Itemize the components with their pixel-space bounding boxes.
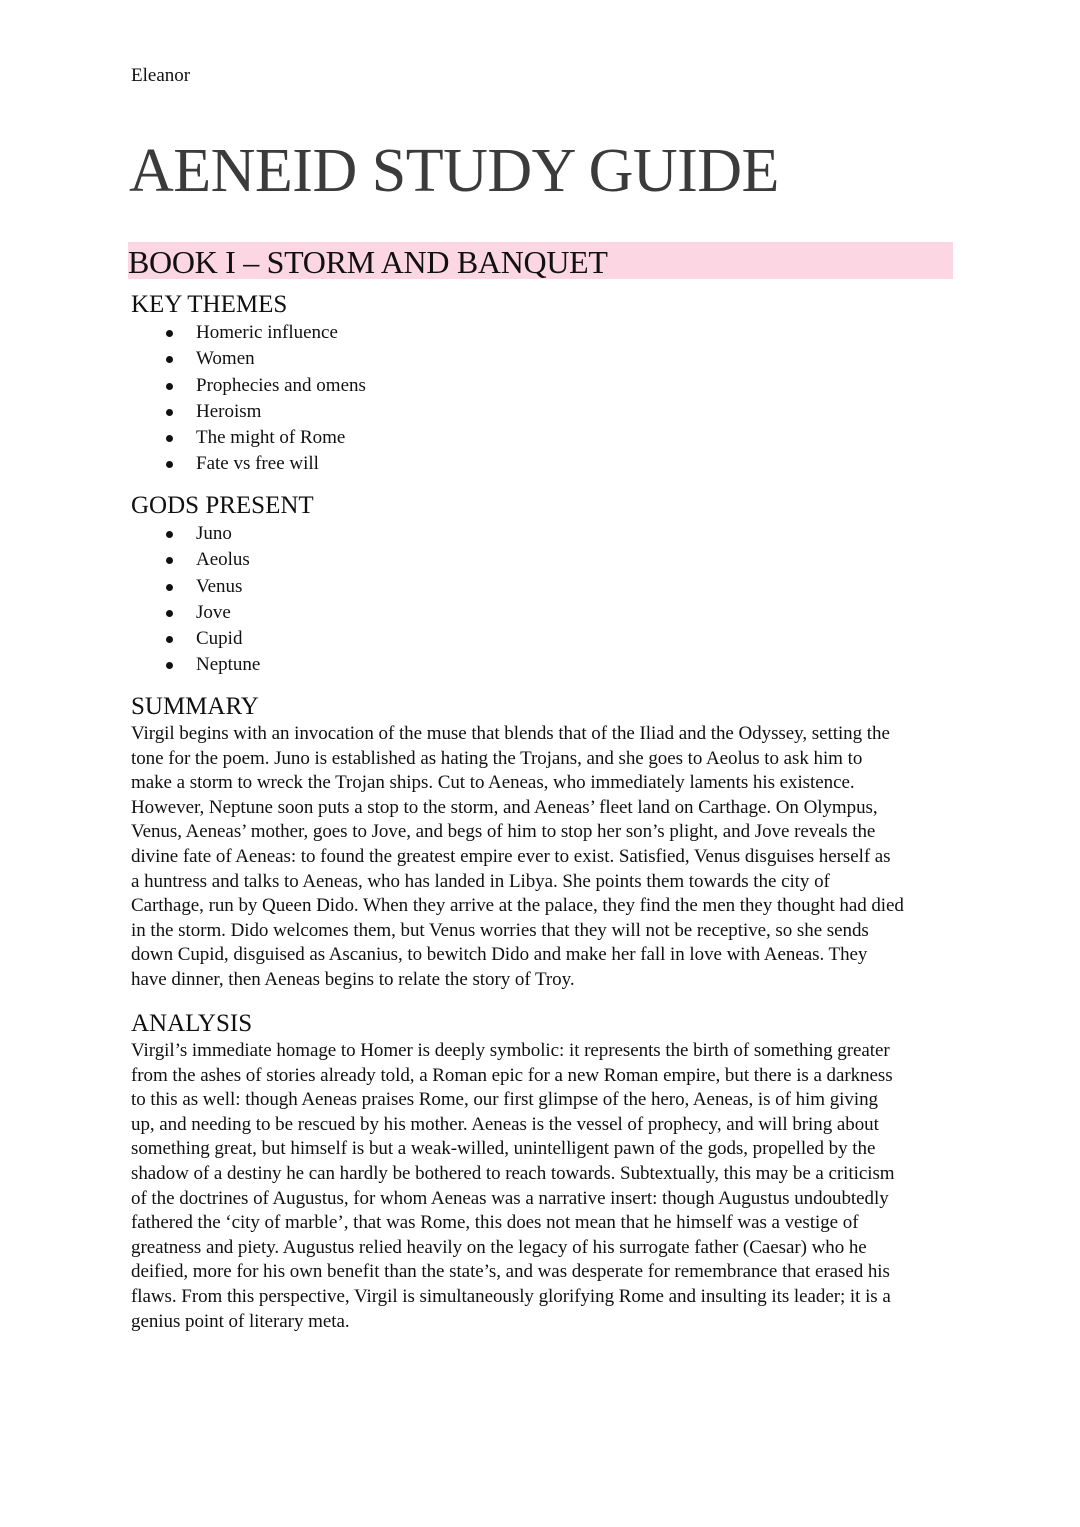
list-item bbox=[131, 320, 953, 346]
analysis-paragraph bbox=[131, 1039, 953, 1334]
bullet-icon bbox=[166, 461, 173, 468]
analysis-section bbox=[131, 1009, 953, 1334]
paragraph-line: tone for the poem. Juno is established as hating the Trojans, and she goes to Aeolus to ask him to bbox=[131, 747, 863, 769]
list-item-text: Neptune bbox=[196, 654, 261, 676]
list-item bbox=[131, 373, 953, 399]
paragraph-line: deified, more for his own benefit than the state’s, and was desperate for remembrance that erased his bbox=[131, 1261, 890, 1283]
paragraph-line: something great, but himself is but a weak-willed, unintelligent pawn of the gods, propelled by the bbox=[131, 1138, 876, 1160]
bullet-icon bbox=[166, 662, 173, 669]
list-item-text: Jove bbox=[196, 601, 231, 623]
list-item bbox=[131, 399, 953, 425]
paragraph-line: from the ashes of stories already told, a Roman epic for a new Roman empire, but there is a darkness bbox=[131, 1064, 893, 1086]
gods-present-list bbox=[131, 521, 953, 679]
paragraph-line: However, Neptune soon puts a stop to the storm, and Aeneas’ fleet land on Carthage. On Olympus, bbox=[131, 796, 878, 818]
bullet-icon bbox=[166, 636, 173, 643]
paragraph-line: in the storm. Dido welcomes them, but Venus worries that they will not be receptive, so she sends bbox=[131, 919, 869, 941]
list-item-text: Venus bbox=[196, 575, 243, 597]
paragraph-line: Venus, Aeneas’ mother, goes to Jove, and begs of him to stop her son’s plight, and Jove reveals the bbox=[131, 821, 876, 843]
list-item bbox=[131, 425, 953, 451]
list-item-text: Fate vs free will bbox=[196, 453, 319, 475]
paragraph-line: genius point of literary meta. bbox=[131, 1310, 350, 1332]
list-item bbox=[131, 626, 953, 652]
summary-section bbox=[131, 692, 953, 993]
list-item-text: Aeolus bbox=[196, 549, 250, 571]
book-heading: BOOK I – STORM AND BANQUET bbox=[128, 242, 953, 279]
paragraph-line: flaws. From this perspective, Virgil is simultaneously glorifying Rome and insulting its leader; it is a bbox=[131, 1285, 891, 1307]
paragraph-line: Carthage, run by Queen Dido. When they arrive at the palace, they find the men they thought had died bbox=[131, 895, 904, 917]
key-themes-heading: KEY THEMES bbox=[131, 291, 288, 318]
list-item bbox=[131, 574, 953, 600]
paragraph-line: greatness and piety. Augustus relied heavily on the legacy of his surrogate father (Caesar) who he bbox=[131, 1236, 867, 1258]
list-item bbox=[131, 547, 953, 573]
bullet-icon bbox=[166, 584, 173, 591]
summary-heading: SUMMARY bbox=[131, 693, 259, 720]
list-item-text: Homeric influence bbox=[196, 322, 338, 343]
bullet-icon bbox=[166, 356, 173, 363]
list-item-text: The might of Rome bbox=[196, 427, 346, 449]
list-item-text: Heroism bbox=[196, 400, 262, 422]
bullet-icon bbox=[166, 330, 173, 337]
analysis-heading: ANALYSIS bbox=[131, 1010, 253, 1037]
list-item-text: Cupid bbox=[196, 628, 243, 650]
key-themes-list bbox=[131, 320, 953, 478]
paragraph-line: a huntress and talks to Aeneas, who has landed in Libya. She points them towards the city of bbox=[131, 870, 830, 892]
paragraph-line: up, and needing to be rescued by his mother. Aeneas is the vessel of prophecy, and will bring about bbox=[131, 1113, 879, 1135]
paragraph-line: have dinner, then Aeneas begins to relate the story of Troy. bbox=[131, 968, 575, 990]
bullet-icon bbox=[166, 383, 173, 390]
summary-paragraph bbox=[131, 722, 953, 993]
document-title: AENEID STUDY GUIDE bbox=[129, 137, 779, 205]
list-item bbox=[131, 521, 953, 547]
bullet-icon bbox=[166, 409, 173, 416]
paragraph-line: Virgil’s immediate homage to Homer is deeply symbolic: it represents the birth of something greater bbox=[131, 1040, 890, 1061]
paragraph-line: make a storm to wreck the Trojan ships. Cut to Aeneas, who immediately laments his existence. bbox=[131, 772, 855, 794]
list-item-text: Women bbox=[196, 348, 255, 370]
list-item-text: Juno bbox=[196, 523, 232, 544]
author-name: Eleanor bbox=[131, 65, 191, 86]
list-item bbox=[131, 600, 953, 626]
paragraph-line: divine fate of Aeneas: to found the greatest empire ever to exist. Satisfied, Venus disguises herself as bbox=[131, 845, 891, 867]
list-item-text: Prophecies and omens bbox=[196, 374, 366, 396]
bullet-icon bbox=[166, 435, 173, 442]
list-item bbox=[131, 346, 953, 372]
paragraph-line: down Cupid, disguised as Ascanius, to bewitch Dido and make her fall in love with Aeneas. They bbox=[131, 944, 868, 966]
gods-present-heading: GODS PRESENT bbox=[131, 492, 314, 519]
bullet-icon bbox=[166, 610, 173, 617]
bullet-icon bbox=[166, 557, 173, 564]
key-themes-section bbox=[131, 290, 953, 478]
paragraph-line: fathered the ‘city of marble’, that was Rome, this does not mean that he himself was a vestige of bbox=[131, 1212, 859, 1234]
list-item bbox=[131, 652, 953, 678]
gods-present-section bbox=[131, 491, 953, 679]
paragraph-line: Virgil begins with an invocation of the muse that blends that of the Iliad and the Odyssey, setting the bbox=[131, 723, 890, 744]
bullet-icon bbox=[166, 531, 173, 538]
paragraph-line: to this as well: though Aeneas praises Rome, our first glimpse of the hero, Aeneas, is of him giving bbox=[131, 1089, 878, 1111]
paragraph-line: of the doctrines of Augustus, for whom Aeneas was a narrative insert: though Augustus undoubtedly bbox=[131, 1187, 889, 1209]
paragraph-line: shadow of a destiny he can hardly be bothered to reach towards. Subtextually, this may be a criticism bbox=[131, 1162, 895, 1184]
list-item bbox=[131, 451, 953, 477]
